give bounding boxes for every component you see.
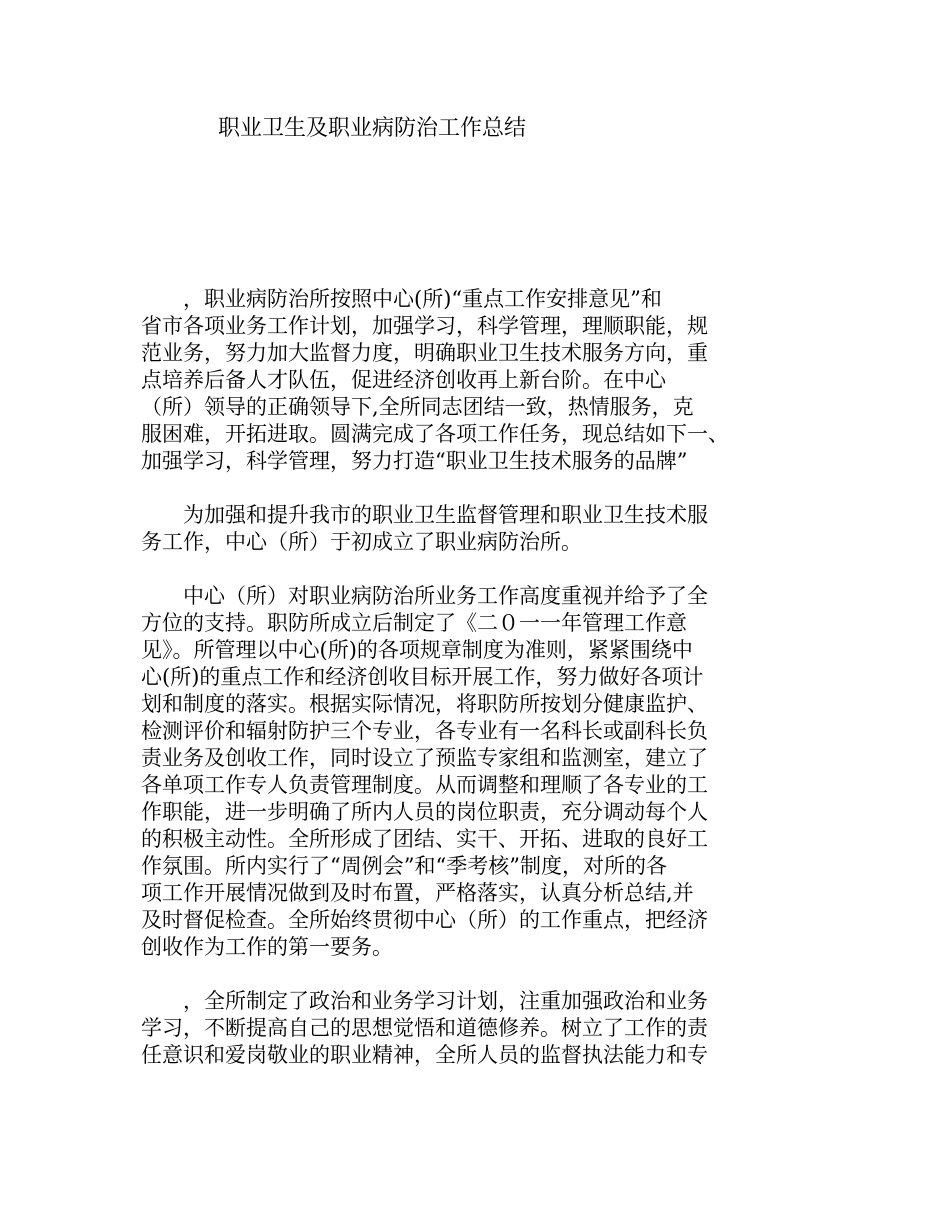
text-line: 见》。所管理以中心(所)的各项规章制度为准则，紧紧围绕中 [141, 638, 693, 662]
text-line: 检测评价和辐射防护三个专业，各专业有一名科长或副科长负 [141, 719, 708, 743]
text-line: 方位的支持。职防所成立后制定了《二０一一年管理工作意 [141, 611, 687, 635]
text-line: 任意识和爱岗敬业的职业精神，全所人员的监督执法能力和专 [141, 1043, 708, 1067]
text-line: 范业务，努力加大监督力度，明确职业卫生技术服务方向，重 [141, 341, 708, 365]
text-line: 点培养后备人才队伍，促进经济创收再上新台阶。在中心 [141, 368, 666, 392]
text-line: 责业务及创收工作，同时设立了预监专家组和监测室，建立了 [141, 746, 708, 770]
text-line: ，全所制定了政治和业务学习计划，注重加强政治和业务 [141, 989, 708, 1013]
text-line: 创收作为工作的第一要务。 [141, 935, 393, 959]
document-title: 职业卫生及职业病防治工作总结 [218, 116, 527, 141]
paragraph-gap [141, 961, 831, 988]
text-line: 服困难，开拓进取。圆满完成了各项工作任务，现总结如下一、 [141, 422, 729, 446]
text-line: 学习，不断提高自己的思想觉悟和道德修养。树立了工作的责 [141, 1016, 708, 1040]
paragraph-gap [141, 556, 831, 583]
text-line: 项工作开展情况做到及时布置，严格落实，认真分析总结,并 [141, 881, 694, 905]
text-line: （所）领导的正确领导下,全所同志团结一致，热情服务，克 [141, 395, 694, 419]
text-line: 及时督促检查。全所始终贯彻中心（所）的工作重点，把经济 [141, 908, 708, 932]
document-body [141, 286, 831, 1069]
text-line: 务工作，中心（所）于初成立了职业病防治所。 [141, 530, 582, 554]
text-line: 心(所)的重点工作和经济创收目标开展工作，努力做好各项计 [141, 665, 704, 689]
text-line: 各单项工作专人负责管理制度。从而调整和理顺了各专业的工 [141, 773, 708, 797]
text-line: 作职能，进一步明确了所内人员的岗位职责，充分调动每个人 [141, 800, 708, 824]
text-line: 的积极主动性。全所形成了团结、实干、开拓、进取的良好工 [141, 827, 708, 851]
text-line: 为加强和提升我市的职业卫生监督管理和职业卫生技术服 [141, 503, 708, 527]
text-line: 省市各项业务工作计划，加强学习，科学管理，理顺职能，规 [141, 314, 708, 338]
text-line: ，职业病防治所按照中心(所)“重点工作安排意见”和 [141, 287, 662, 311]
paragraph-gap [141, 475, 831, 502]
text-line: 中心（所）对职业病防治所业务工作高度重视并给予了全 [141, 584, 708, 608]
text-line: 划和制度的落实。根据实际情况，将职防所按划分健康监护、 [141, 692, 708, 716]
text-line: 作氛围。所内实行了“周例会”和“季考核”制度，对所的各 [141, 854, 667, 878]
text-line: 加强学习，科学管理，努力打造“职业卫生技术服务的品牌” [141, 449, 688, 473]
